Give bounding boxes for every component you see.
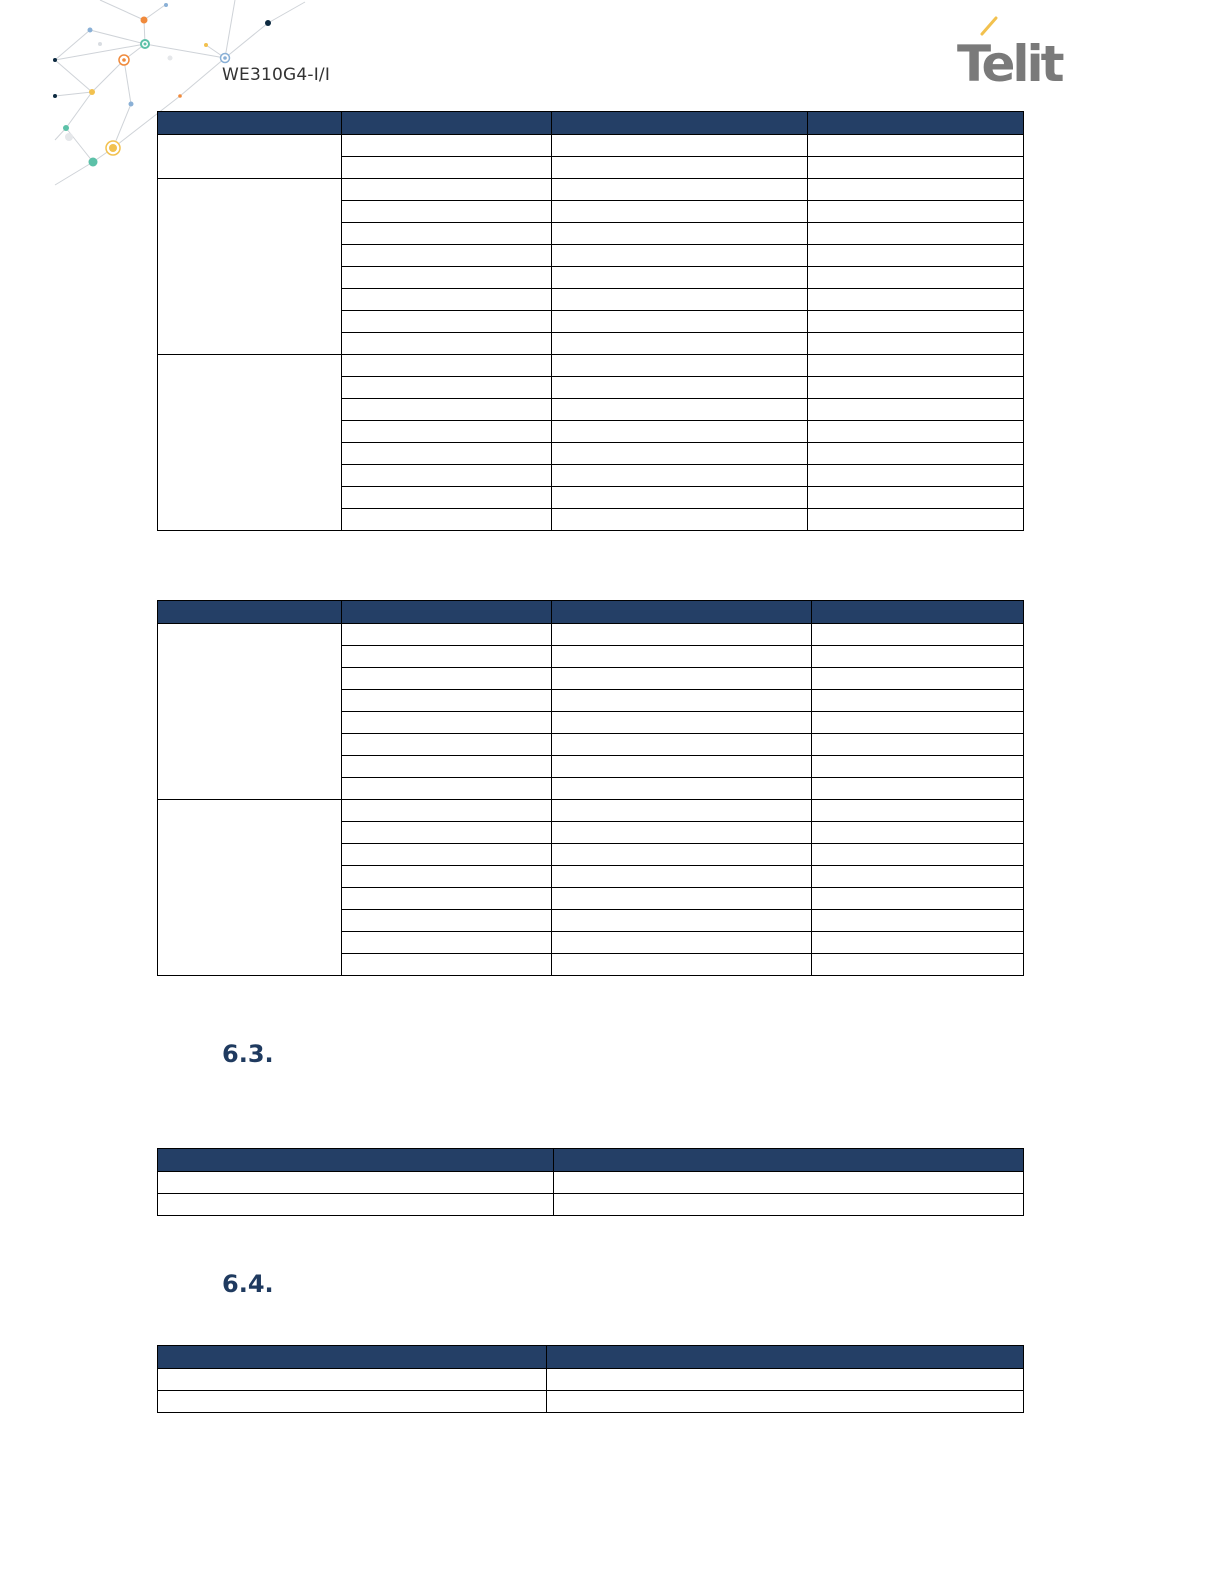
telit-logo (952, 14, 1082, 89)
table-row (158, 135, 1024, 157)
svg-text:Telit: Telit (957, 35, 1062, 89)
table-row (158, 624, 1024, 646)
table-header-row (158, 112, 1024, 135)
table-row (158, 179, 1024, 201)
section-number-6-4: 6.4. (222, 1270, 274, 1298)
section-number-6-3: 6.3. (222, 1040, 274, 1068)
table-row (158, 1172, 1024, 1194)
table-row (158, 1391, 1024, 1413)
spec-table-2 (157, 600, 1024, 976)
spec-table-1 (157, 111, 1024, 531)
table-row (158, 1194, 1024, 1216)
spec-table-4 (157, 1345, 1024, 1413)
table-row (158, 355, 1024, 377)
table-row (158, 800, 1024, 822)
table-header-row (158, 1346, 1024, 1369)
document-title: WE310G4-I/I (222, 65, 331, 85)
table-header-row (158, 1149, 1024, 1172)
table-header-row (158, 601, 1024, 624)
spec-table-3 (157, 1148, 1024, 1216)
table-row (158, 1369, 1024, 1391)
